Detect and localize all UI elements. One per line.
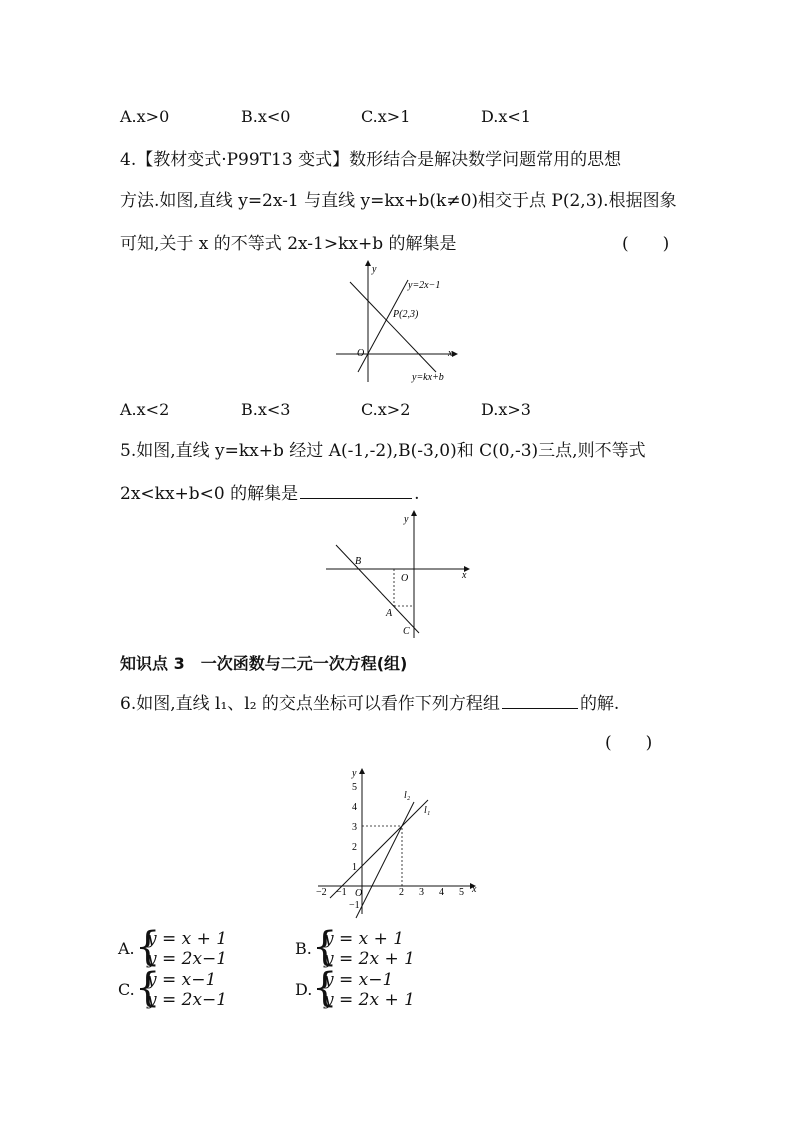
q6-x-tick: 5 [459,887,464,898]
q6-option-d-eq1: y = x−1 [324,970,394,990]
q5-line1: 5.如图,直线 y=kx+b 经过 A(-1,-2),B(-3,0)和 C(0,-3)三点,则不等式 [120,441,646,461]
q6-x-tick: −1 [336,887,347,898]
q4-y-label: y [372,264,377,275]
q4-line1-label: y=2x−1 [408,280,441,291]
q3-option-c[interactable]: C.x>1 [361,107,411,126]
q6-option-a-label: A. [118,939,135,958]
q6-option-b-eq1: y = x + 1 [324,929,405,949]
q3-option-d[interactable]: D.x<1 [481,107,531,126]
q5-point-c-label: C [403,626,410,637]
q6-x-tick: 3 [419,887,424,898]
q4-line2-label: y=kx+b [412,372,444,383]
q4-origin-label: O [357,348,365,359]
q6-y-tick: 3 [352,822,357,833]
q4-line1: 4.【教材变式·P99T13 变式】数形结合是解决数学问题常用的思想 [120,150,622,170]
q6-option-a-eq1: y = x + 1 [147,929,228,949]
q6-inline-blank[interactable] [502,694,578,709]
q4-options [0,400,794,422]
q6-answer-blank[interactable]: ( ) [605,733,653,753]
q6-y-tick: −1 [349,900,360,911]
q4-answer-blank[interactable]: ( ) [622,234,670,254]
q6-y-tick: 5 [352,782,357,793]
q5-line-kx-b [336,545,419,633]
q4-y-arrow [365,260,371,266]
q4-option-c[interactable]: C.x>2 [361,400,411,419]
q6-y-tick: 2 [352,842,357,853]
brace-icon: { [312,924,338,970]
q6-option-d-label: D. [295,980,313,999]
q6-option-c-eq2: y = 2x−1 [147,990,228,1010]
q6-line1-end: 的解. [579,694,620,714]
q4-line2: 方法.如图,直线 y=2x-1 与直线 y=kx+b(k≠0)相交于点 P(2,3).根据图象 [120,191,677,211]
q6-line1-text: 6.如图,直线 l₁、l₂ 的交点坐标可以看作下列方程组 [120,694,500,714]
brace-icon: { [135,924,161,970]
q6-y-arrow [359,768,365,774]
q5-line2-end: . [414,484,420,504]
q6-line-l1 [330,800,431,898]
q6-y-tick: 4 [352,802,357,813]
q4-x-arrow [452,351,458,357]
q4-x-label: x [448,348,453,359]
q6-option-c-label: C. [118,980,135,999]
q3-option-a[interactable]: A.x>0 [120,107,170,126]
q4-option-d[interactable]: D.x>3 [481,400,531,419]
q6-line1 [120,694,619,713]
brace-icon: { [135,965,161,1011]
q4-point-label: P(2,3) [393,309,419,320]
q6-x-tick: 2 [399,887,404,898]
brace-icon: { [312,965,338,1011]
q5-answer-blank[interactable] [300,484,412,499]
q4-line3: 可知,关于 x 的不等式 2x-1>kx+b 的解集是 [120,234,457,254]
q5-graph [322,508,477,640]
q4-option-b[interactable]: B.x<3 [241,400,291,419]
section-title: 知识点 3 一次函数与二元一次方程(组) [120,654,408,673]
q5-x-label: x [462,570,467,581]
q3-option-b[interactable]: B.x<0 [241,107,291,126]
q4-graph [330,258,470,388]
q5-line2 [120,484,420,503]
q5-point-b-label: B [355,556,362,567]
q4-option-a[interactable]: A.x<2 [120,400,170,419]
q5-line2-text: 2x<kx+b<0 的解集是 [120,484,299,504]
q5-point-a-label: A [386,608,393,619]
q6-option-b-label: B. [295,939,312,958]
q6-option-a-eq2: y = 2x−1 [147,949,228,969]
q5-y-arrow [411,510,417,516]
q6-l2-label: l₂ [404,790,411,801]
q6-option-c-eq1: y = x−1 [147,970,217,990]
q6-y-tick: 1 [352,862,357,873]
q5-y-label: y [404,514,409,525]
q6-line-l2 [356,802,414,918]
q6-origin-label: O [355,888,363,899]
q6-x-tick: −2 [316,887,327,898]
q4-line-2x-1 [358,280,408,372]
q6-option-d-eq2: y = 2x + 1 [324,990,415,1010]
q5-origin-label: O [401,573,409,584]
q6-l1-label: l₁ [424,805,431,816]
q6-option-b-eq2: y = 2x + 1 [324,949,415,969]
q6-x-tick: 4 [439,887,444,898]
q6-graph [310,764,490,920]
q6-x-label: x [472,884,477,895]
q3-options [0,107,794,129]
q6-y-label: y [352,768,357,779]
